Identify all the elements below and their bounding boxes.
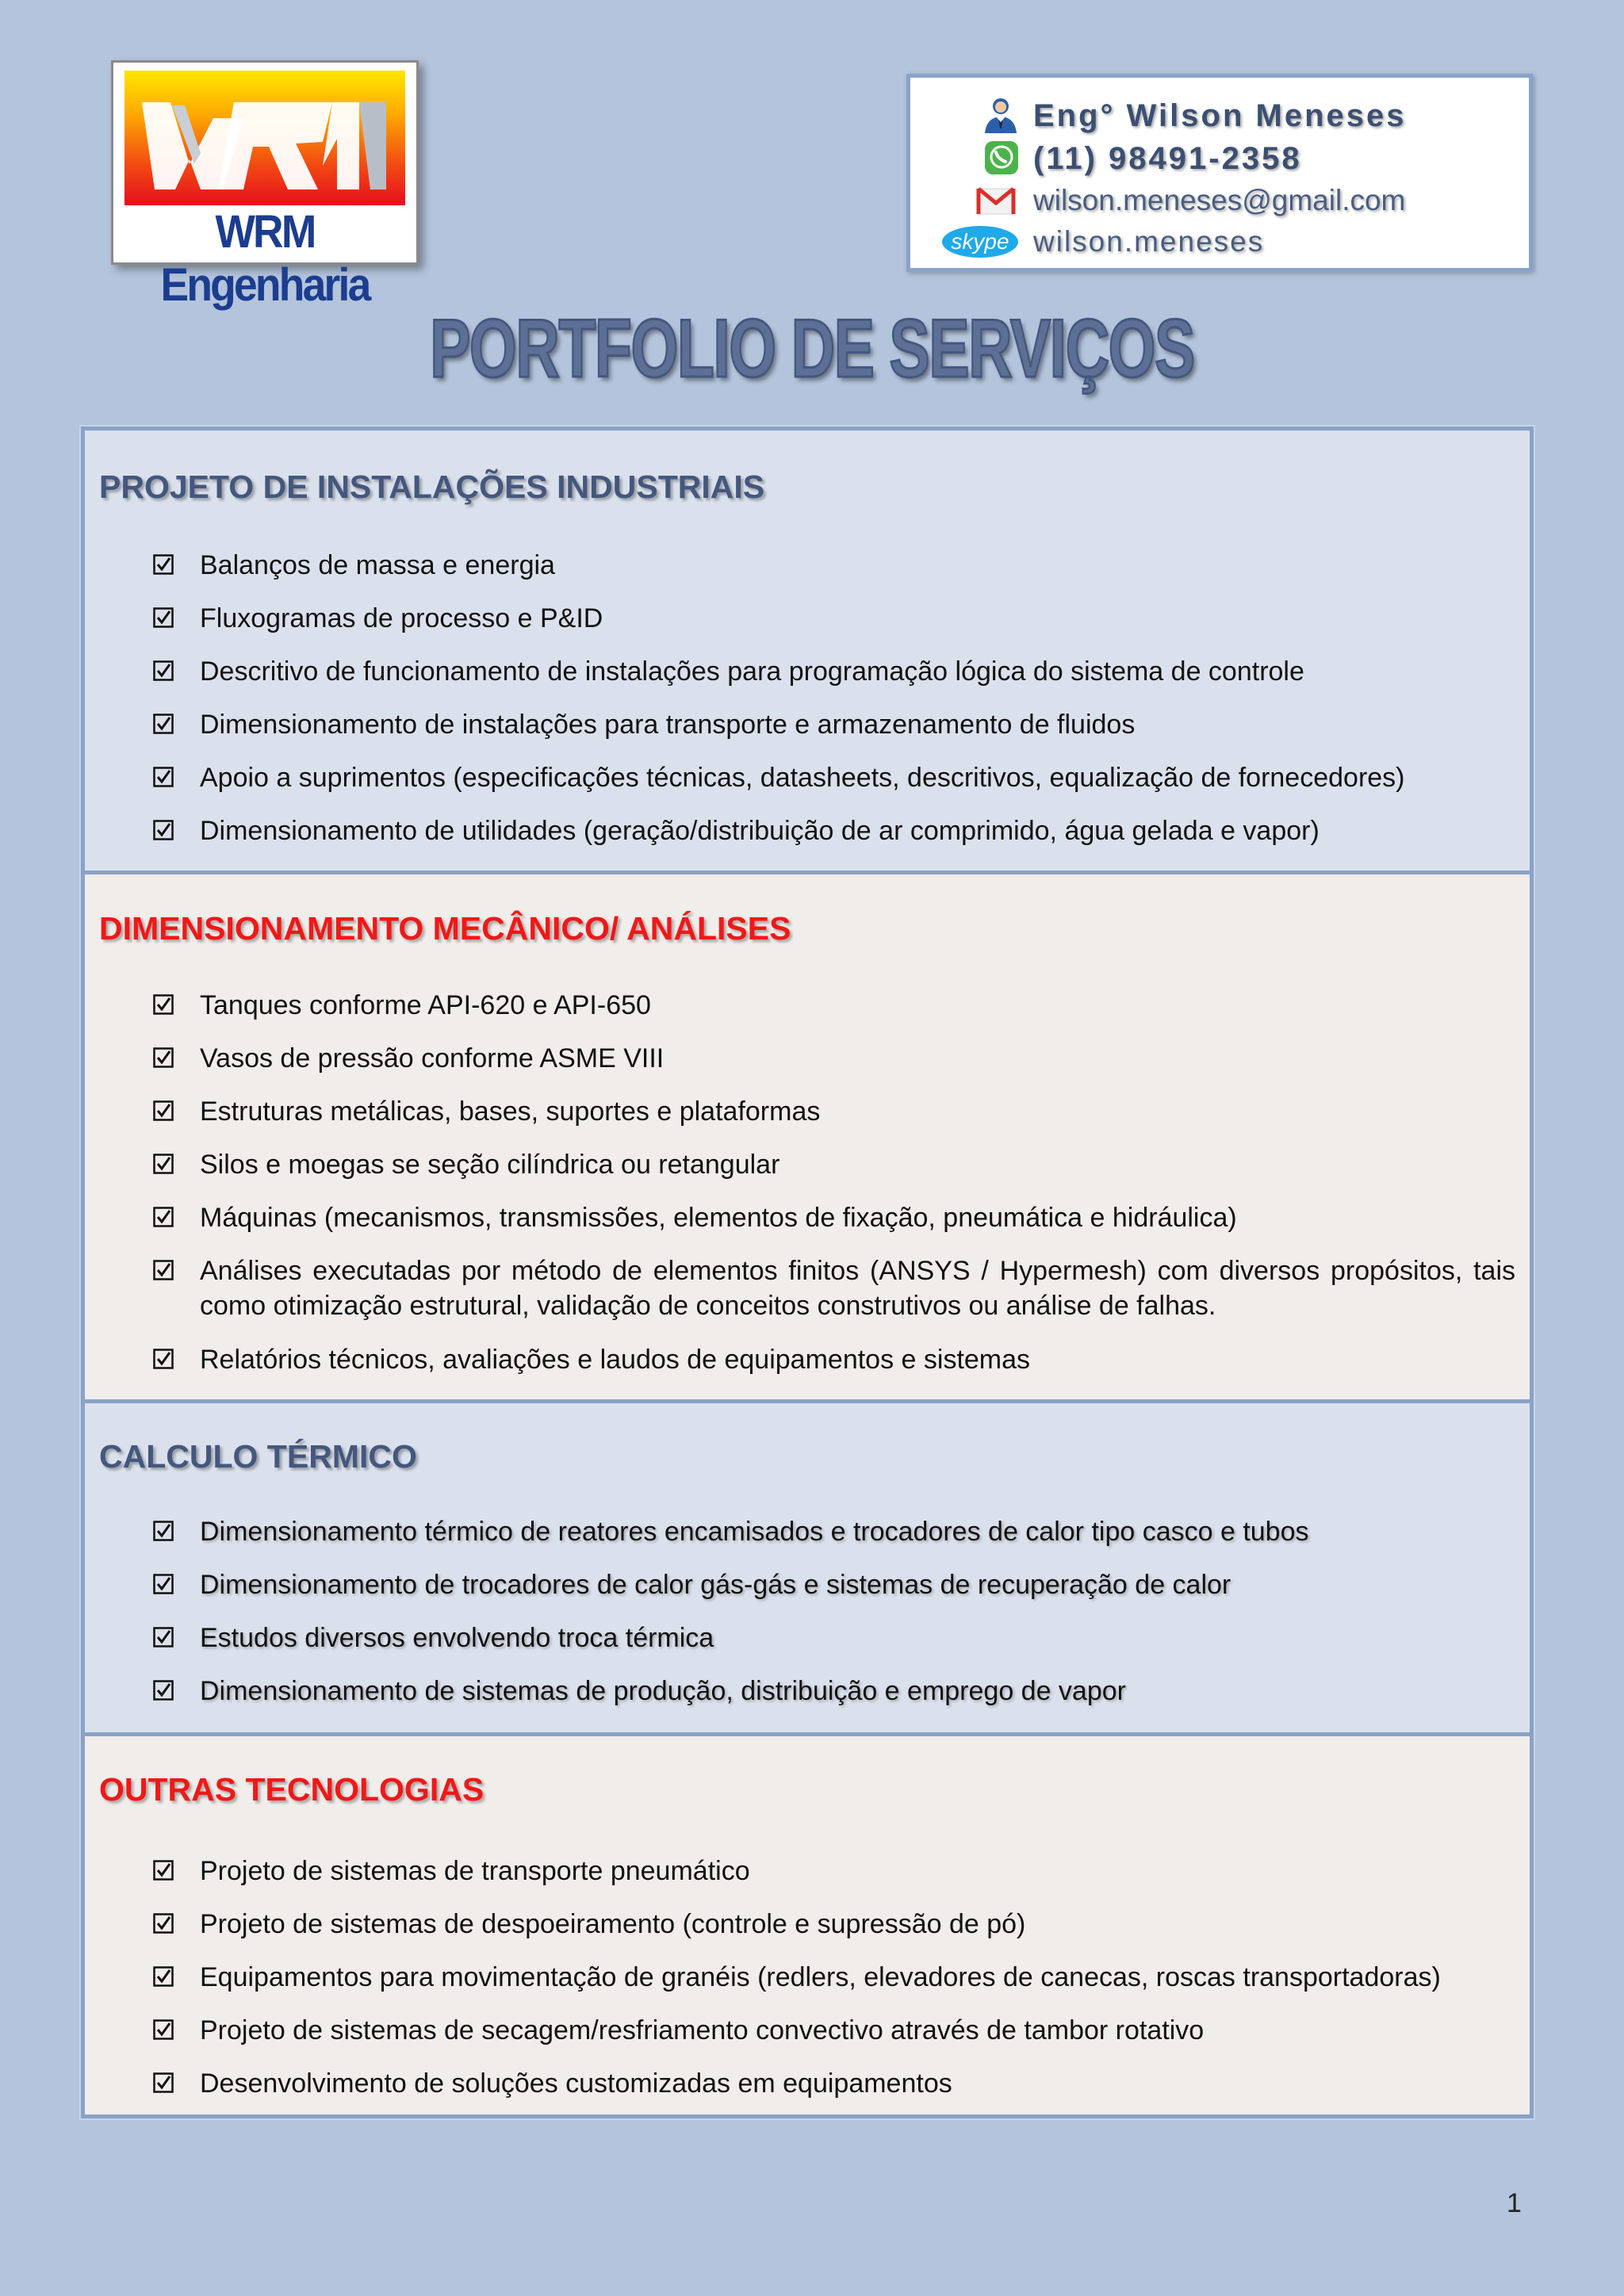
checked-box-icon [153, 714, 174, 734]
contact-card [906, 74, 1533, 272]
item-text: Descritivo de funcionamento de instalações para programação lógica do sistema de controle [200, 656, 1304, 687]
item-text: Máquinas (mecanismos, transmissões, elementos de fixação, pneumática e hidráulica) [200, 1203, 1237, 1233]
person-icon [980, 97, 1021, 133]
item-text: Silos e moegas se seção cilíndrica ou retangular [200, 1150, 780, 1180]
gmail-icon [975, 182, 1017, 219]
item-text: Projeto de sistemas de secagem/resfriamento convectivo através de tambor rotativo [200, 2015, 1205, 2045]
item-text: Análises executadas por método de elementos finitos (ANSYS / Hypermesh) com diversos propósitos, tais como otimização estrutural, validação de conceitos construtivos ou análise de falhas. [200, 1256, 1515, 1321]
checked-box-icon [153, 767, 174, 787]
services-frame [81, 427, 1534, 2118]
item-text: Tanques conforme API-620 e API-650 [200, 990, 651, 1020]
checked-box-icon [153, 2019, 174, 2040]
checked-box-icon [153, 994, 174, 1015]
skype-icon [940, 224, 1020, 260]
item-text: Desenvolvimento de soluções customizadas em equipamentos [200, 2068, 952, 2099]
section-calculo-termico [85, 1399, 1530, 1732]
section-title: CALCULO TÉRMICO [99, 1438, 417, 1475]
company-logo [111, 60, 419, 311]
svg-text:skype: skype [951, 229, 1009, 254]
item-text: Dimensionamento de instalações para transporte e armazenamento de fluidos [200, 710, 1136, 740]
company-name: WRM Engenharia [160, 206, 370, 311]
section-title: OUTRAS TECNOLOGIAS [99, 1771, 485, 1808]
whatsapp-icon [980, 140, 1021, 176]
checked-box-icon [153, 1680, 174, 1701]
page-number: 1 [1507, 2188, 1522, 2218]
item-text: Relatórios técnicos, avaliações e laudos de equipamentos e sistemas [200, 1345, 1031, 1375]
item-text: Dimensionamento de utilidades (geração/distribuição de ar comprimido, água gelada e vapor) [200, 816, 1320, 846]
checked-box-icon [153, 1521, 174, 1541]
item-text: Projeto de sistemas de transporte pneumático [200, 1856, 750, 1886]
contact-name: Eng° Wilson Meneses [1033, 98, 1407, 133]
checked-box-icon [153, 1913, 174, 1934]
item-text: Apoio a suprimentos (especificações técnicas, datasheets, descritivos, equalização de fornecedores) [200, 763, 1405, 793]
item-text: Estudos diversos envolvendo troca térmica [200, 1623, 714, 1653]
item-text: Balanços de massa e energia [200, 550, 555, 580]
item-text: Equipamentos para movimentação de granéis (redlers, elevadores de canecas, roscas transportadoras) [200, 1962, 1441, 1992]
item-text: Dimensionamento de sistemas de produção, distribuição e emprego de vapor [200, 1676, 1126, 1706]
checked-box-icon [153, 820, 174, 840]
contact-phone[interactable]: (11) 98491-2358 [1033, 141, 1302, 176]
wrm-logo-mark [124, 71, 405, 205]
section-dimensionamento-mecanico [85, 871, 1530, 1399]
item-text: Projeto de sistemas de despoeiramento (controle e supressão de pó) [200, 1909, 1026, 1939]
checked-box-icon [153, 607, 174, 628]
checked-box-icon [153, 1100, 174, 1121]
contact-email[interactable]: wilson.meneses@gmail.com [1033, 184, 1406, 216]
section-projeto-instalacoes [85, 430, 1530, 871]
checked-box-icon [153, 554, 174, 575]
checked-box-icon [153, 1260, 174, 1280]
checked-box-icon [153, 1627, 174, 1647]
checked-box-icon [153, 1047, 174, 1068]
contact-skype[interactable]: wilson.meneses [1033, 225, 1265, 258]
checked-box-icon [153, 1349, 174, 1369]
item-text: Estruturas metálicas, bases, suportes e plataformas [200, 1096, 821, 1127]
item-text: Dimensionamento de trocadores de calor gás-gás e sistemas de recuperação de calor [200, 1570, 1231, 1600]
checked-box-icon [153, 660, 174, 681]
page-title: PORTFOLIO DE SERVIÇOS [430, 303, 1194, 395]
item-text: Fluxogramas de processo e P&ID [200, 603, 603, 633]
checked-box-icon [153, 1574, 174, 1594]
checked-box-icon [153, 1966, 174, 1987]
section-title: PROJETO DE INSTALAÇÕES INDUSTRIAIS [99, 469, 765, 505]
checked-box-icon [153, 1860, 174, 1881]
section-title: DIMENSIONAMENTO MECÂNICO/ ANÁLISES [99, 910, 791, 947]
checked-box-icon [153, 2072, 174, 2093]
section-outras-tecnologias [85, 1732, 1530, 2114]
item-text: Dimensionamento térmico de reatores encamisados e trocadores de calor tipo casco e tubos [200, 1517, 1309, 1547]
item-text: Vasos de pressão conforme ASME VIII [200, 1043, 665, 1073]
checked-box-icon [153, 1154, 174, 1174]
checked-box-icon [153, 1207, 174, 1227]
